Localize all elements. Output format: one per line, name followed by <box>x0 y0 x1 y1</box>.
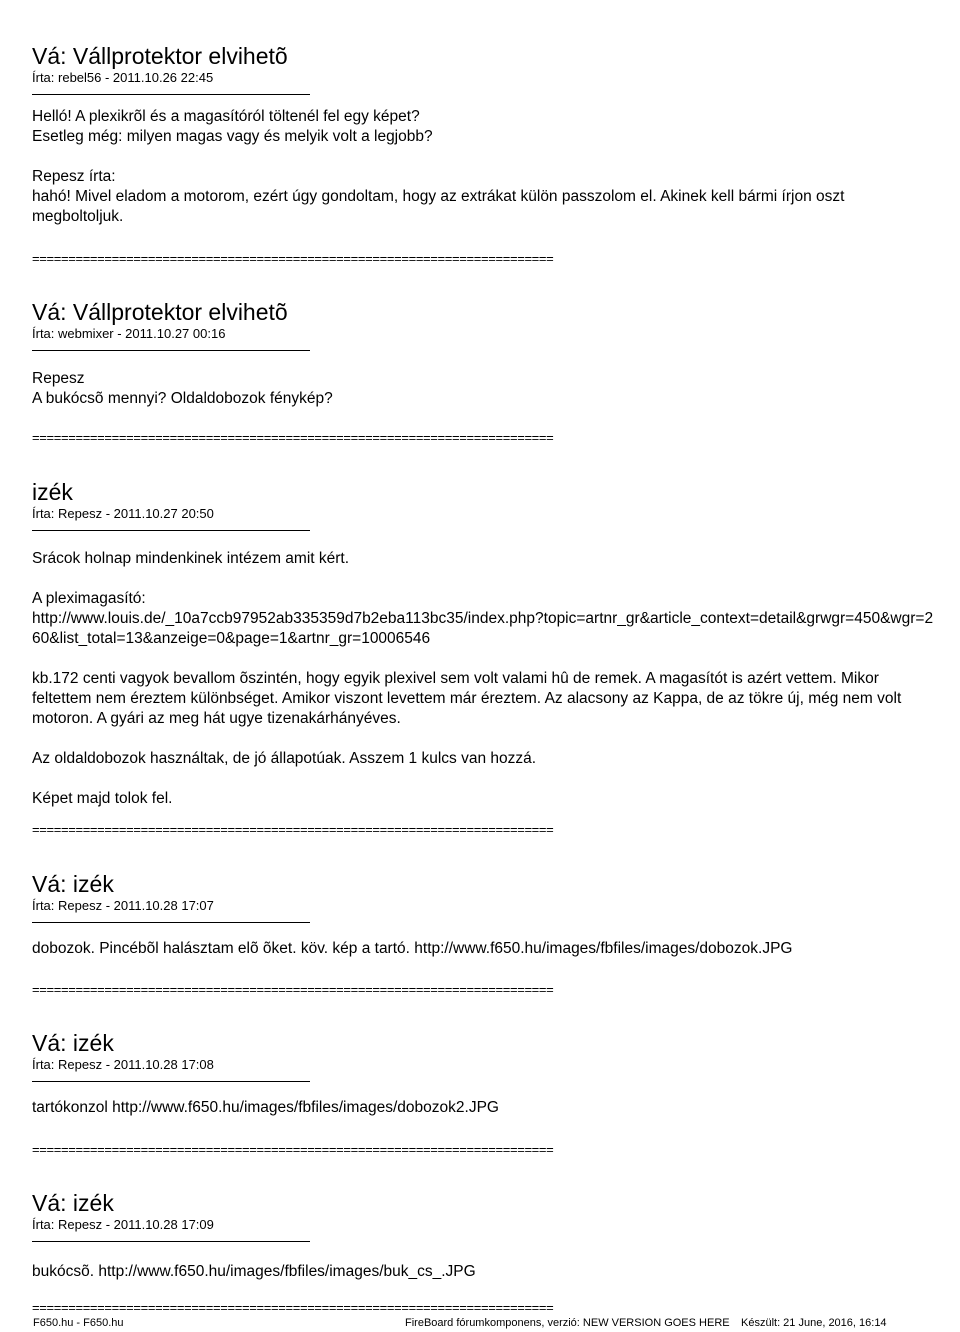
post-line: hahó! Mivel eladom a motorom, ezért úgy gondoltam, hogy az extrákat külön passzolom el. Akinek kell bármi írjon oszt megboltoljuk. <box>32 188 845 225</box>
post-meta: Írta: Repesz - 2011.10.28 17:08 <box>32 1057 214 1072</box>
post-body <box>32 939 944 959</box>
post-6 <box>32 1189 944 1282</box>
post-4 <box>32 870 944 959</box>
post-line: Srácok holnap mindenkinek intézem amit kért. <box>32 550 350 567</box>
post-separator: ======================================================================== <box>32 1142 554 1157</box>
post-line: dobozok. Pincébõl halásztam elõ õket. köv. kép a tartó. http://www.f650.hu/images/fbfiles/images/dobozok.JPG <box>32 940 793 957</box>
post-rule <box>32 530 310 531</box>
quote-author: Repesz írta: <box>32 168 116 185</box>
post-rule <box>32 94 310 95</box>
post-line: A pleximagasító: <box>32 590 146 607</box>
post-line: Esetleg még: milyen magas vagy és melyik volt a legjobb? <box>32 128 433 145</box>
post-separator: ======================================================================== <box>32 822 554 837</box>
post-2 <box>32 298 944 409</box>
post-rule <box>32 1081 310 1082</box>
post-title: Vá: izék <box>32 1190 114 1216</box>
post-title: Vá: Vállprotektor elvihetõ <box>32 299 288 325</box>
post-line: A bukócsõ mennyi? Oldaldobozok fénykép? <box>32 390 333 407</box>
post-title: Vá: Vállprotektor elvihetõ <box>32 43 288 69</box>
post-meta: Írta: webmixer - 2011.10.27 00:16 <box>32 326 226 341</box>
post-separator: ======================================================================== <box>32 1300 554 1315</box>
footer-component: FireBoard fórumkomponens, verzió: NEW VERSION GOES HERE <box>405 1317 730 1329</box>
post-title: izék <box>32 479 73 505</box>
post-5 <box>32 1029 944 1118</box>
post-body <box>32 107 944 227</box>
post-line: Helló! A plexikrõl és a magasítóról töltenél fel egy képet? <box>32 108 420 125</box>
footer-site: F650.hu - F650.hu <box>33 1317 124 1329</box>
post-line: Az oldaldobozok használtak, de jó állapotúak. Asszem 1 kulcs van hozzá. <box>32 750 537 767</box>
post-line: Repesz <box>32 370 85 387</box>
post-meta: Írta: Repesz - 2011.10.28 17:07 <box>32 898 214 913</box>
post-body <box>32 1262 944 1282</box>
post-separator: ======================================================================== <box>32 251 554 266</box>
post-title: Vá: izék <box>32 871 114 897</box>
post-separator: ======================================================================== <box>32 430 554 445</box>
post-body <box>32 1098 944 1118</box>
post-1 <box>32 42 944 227</box>
post-line: bukócsõ. http://www.f650.hu/images/fbfiles/images/buk_cs_.JPG <box>32 1263 476 1280</box>
post-link[interactable]: http://www.louis.de/_10a7ccb97952ab335359d7b2eba113bc35/index.php?topic=artnr_gr&article_context=detail&grwgr=450&wgr=260&list_total=13&anzeige=0&page=1&artnr_gr=10006546 <box>32 610 934 647</box>
post-rule <box>32 350 310 351</box>
post-meta: Írta: Repesz - 2011.10.27 20:50 <box>32 506 214 521</box>
post-separator: ======================================================================== <box>32 982 554 997</box>
post-rule <box>32 922 310 923</box>
post-line: Képet majd tolok fel. <box>32 790 173 807</box>
post-line: tartókonzol http://www.f650.hu/images/fbfiles/images/dobozok2.JPG <box>32 1099 499 1116</box>
post-rule <box>32 1241 310 1242</box>
post-3 <box>32 478 944 809</box>
post-meta: Írta: Repesz - 2011.10.28 17:09 <box>32 1217 214 1232</box>
post-title: Vá: izék <box>32 1030 114 1056</box>
post-line: kb.172 centi vagyok bevallom õszintén, hogy egyik plexivel sem volt valami hû de remek. A magasítót is azért vettem. Mikor feltettem nem éreztem különbséget. Amikor viszont levettem már éreztem. Az alacsony az Kappa, de az tökre új, még nem volt motoron. A gyári az meg hát ugye tizenakárhányéves. <box>32 670 902 727</box>
footer-generated: Készült: 21 June, 2016, 16:14 <box>741 1317 887 1329</box>
post-meta: Írta: rebel56 - 2011.10.26 22:45 <box>32 70 214 85</box>
post-body <box>32 549 944 809</box>
post-body <box>32 369 944 409</box>
